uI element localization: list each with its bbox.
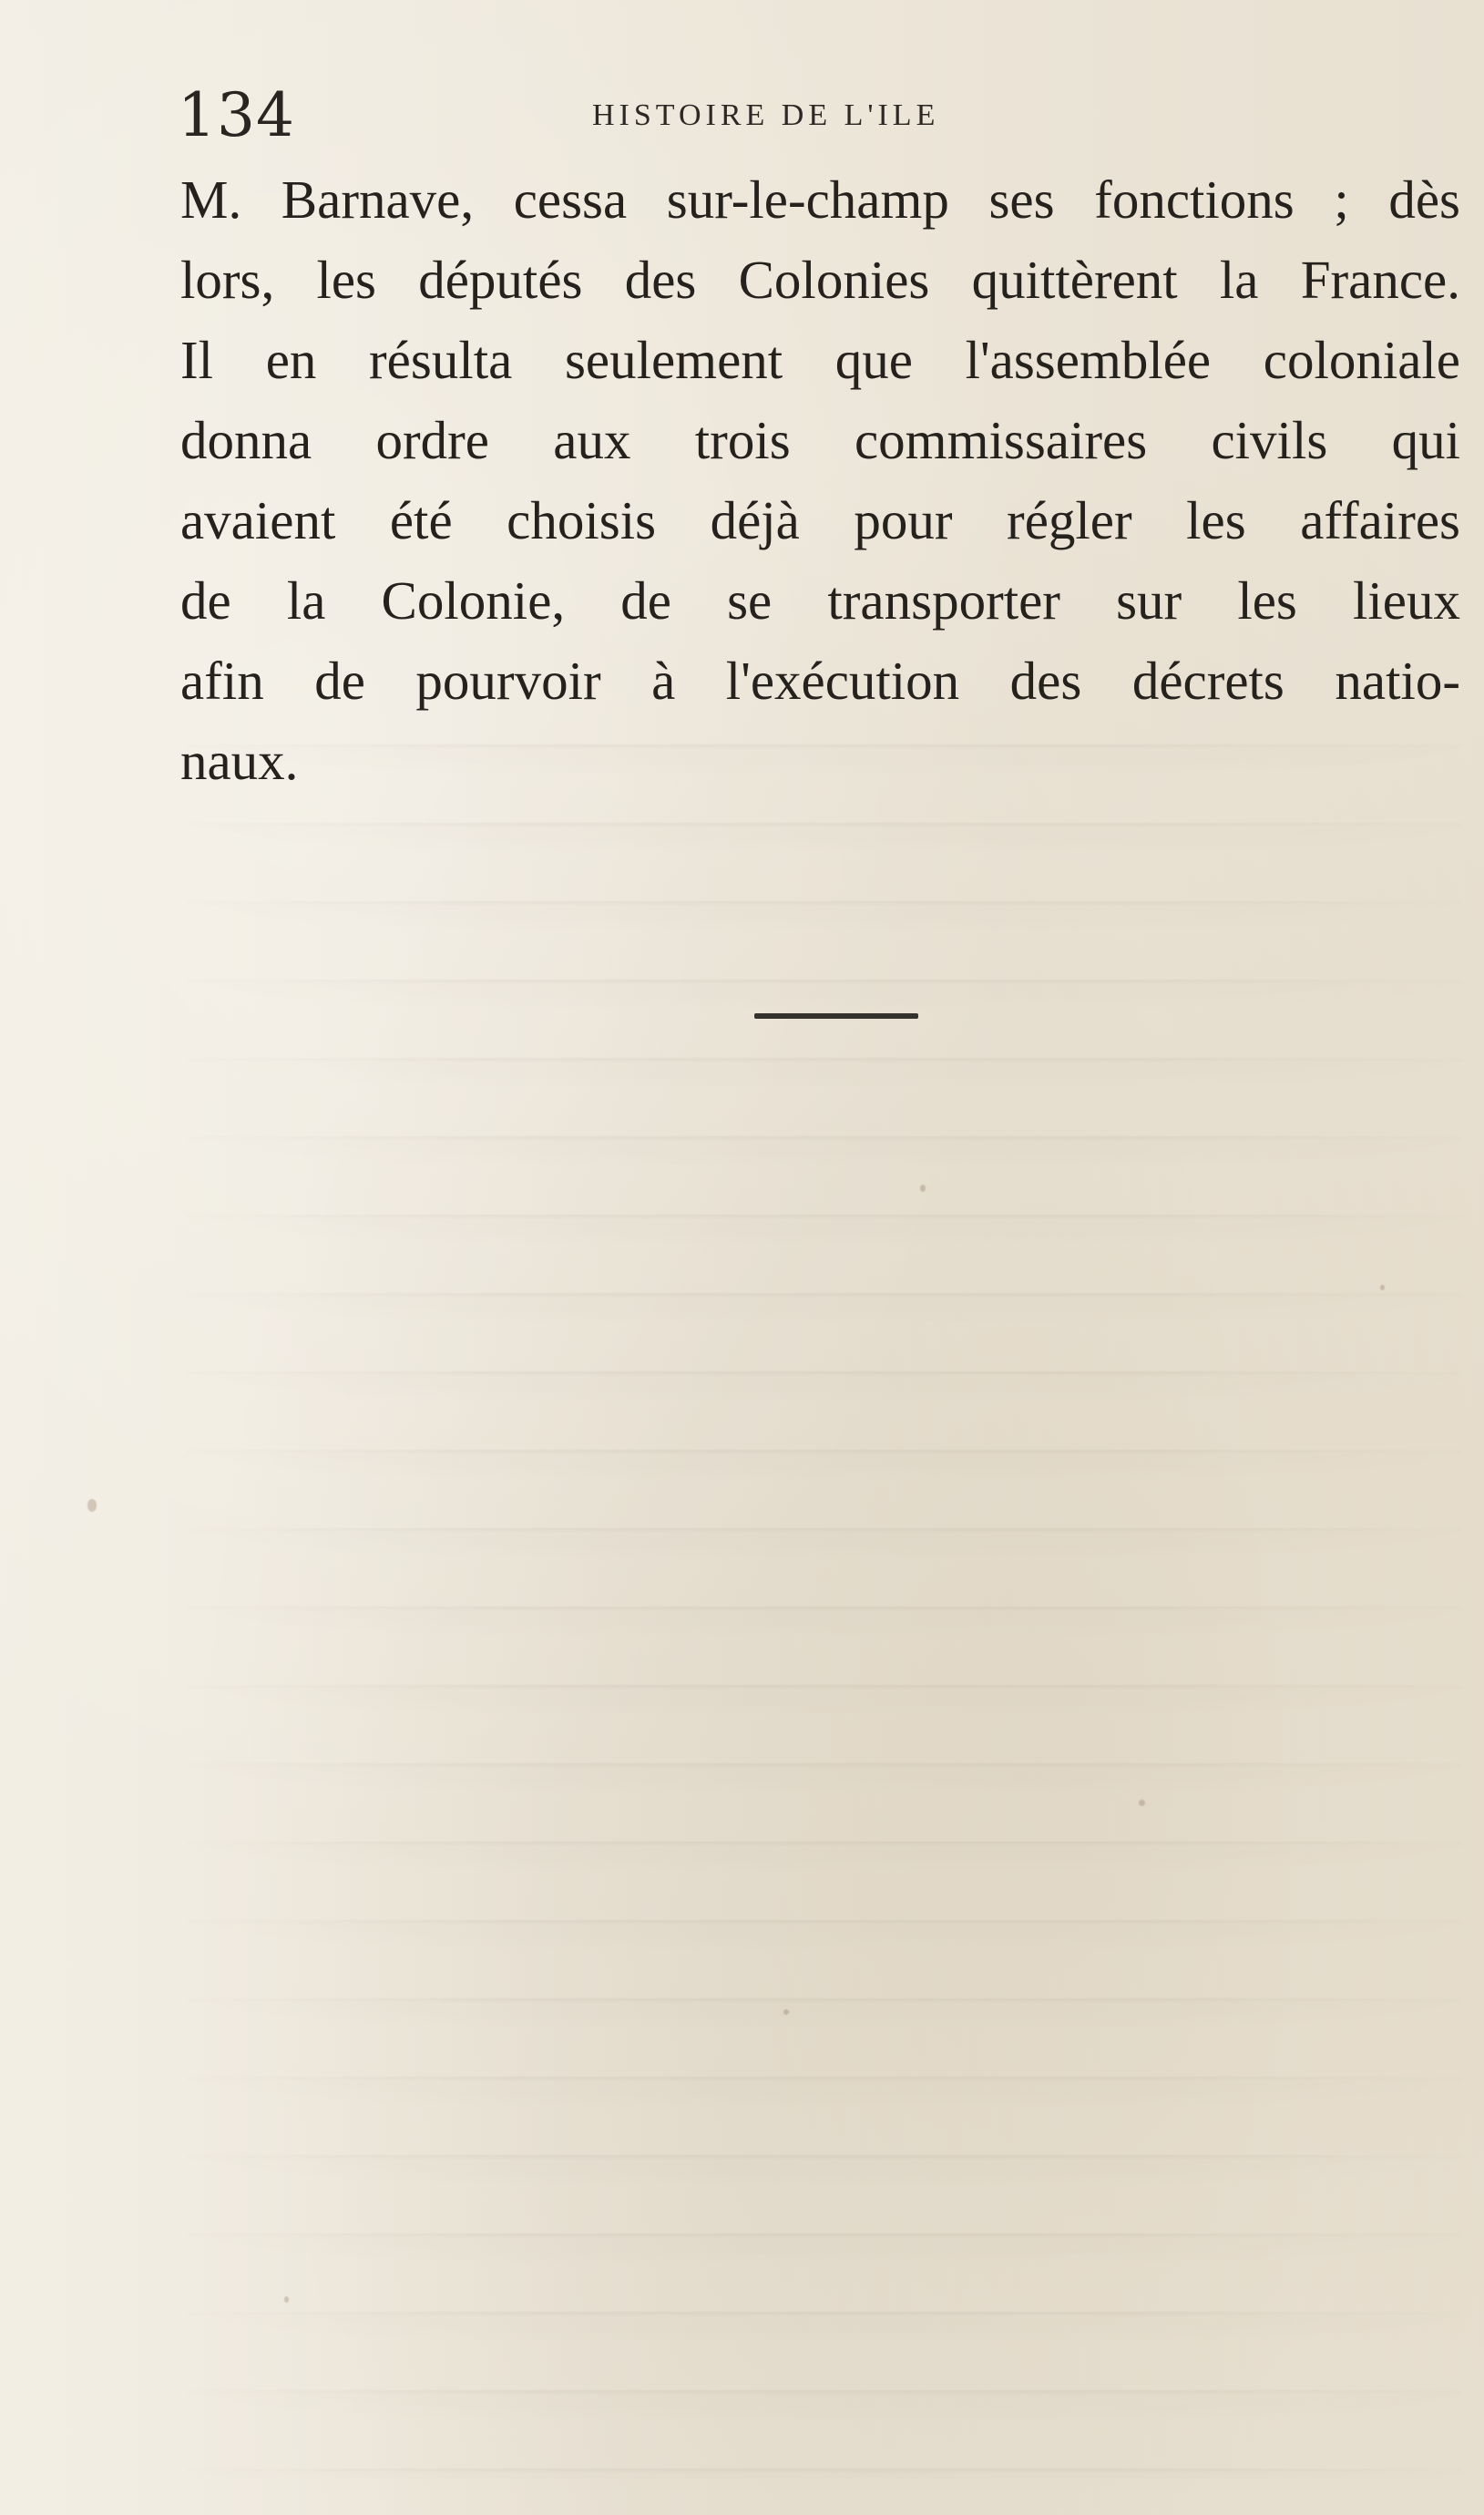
- text-line-8: naux.: [180, 731, 299, 791]
- body-text: [180, 169, 1460, 811]
- text-line-2: lors, les députés des Colonies quittèrent la France.: [180, 250, 1460, 310]
- paper-speckle: [284, 2296, 289, 2303]
- text-line-3: Il en résulta seulement que l'assemblée coloniale: [180, 330, 1460, 390]
- text-line-1: M. Barnave, cessa sur-le-champ ses fonctions ; dès: [180, 169, 1460, 230]
- running-head: HISTOIRE DE L'ILE: [592, 98, 940, 132]
- paper-speckle: [783, 2009, 789, 2015]
- paper-speckle: [1139, 1800, 1145, 1806]
- paper-speckle: [1380, 1285, 1385, 1290]
- paper-speckle: [920, 1185, 926, 1192]
- section-rule: [754, 1013, 918, 1019]
- text-line-4: donna ordre aux trois commissaires civils qui: [180, 410, 1460, 470]
- show-through: [187, 702, 1462, 2479]
- text-line-7: afin de pourvoir à l'exécution des décrets natio-: [180, 651, 1460, 711]
- text-line-6: de la Colonie, de se transporter sur les lieux: [180, 570, 1460, 631]
- text-line-5: avaient été choisis déjà pour régler les affaires: [180, 490, 1460, 550]
- page-number: 134: [178, 80, 295, 150]
- paper-speckle: [87, 1499, 97, 1512]
